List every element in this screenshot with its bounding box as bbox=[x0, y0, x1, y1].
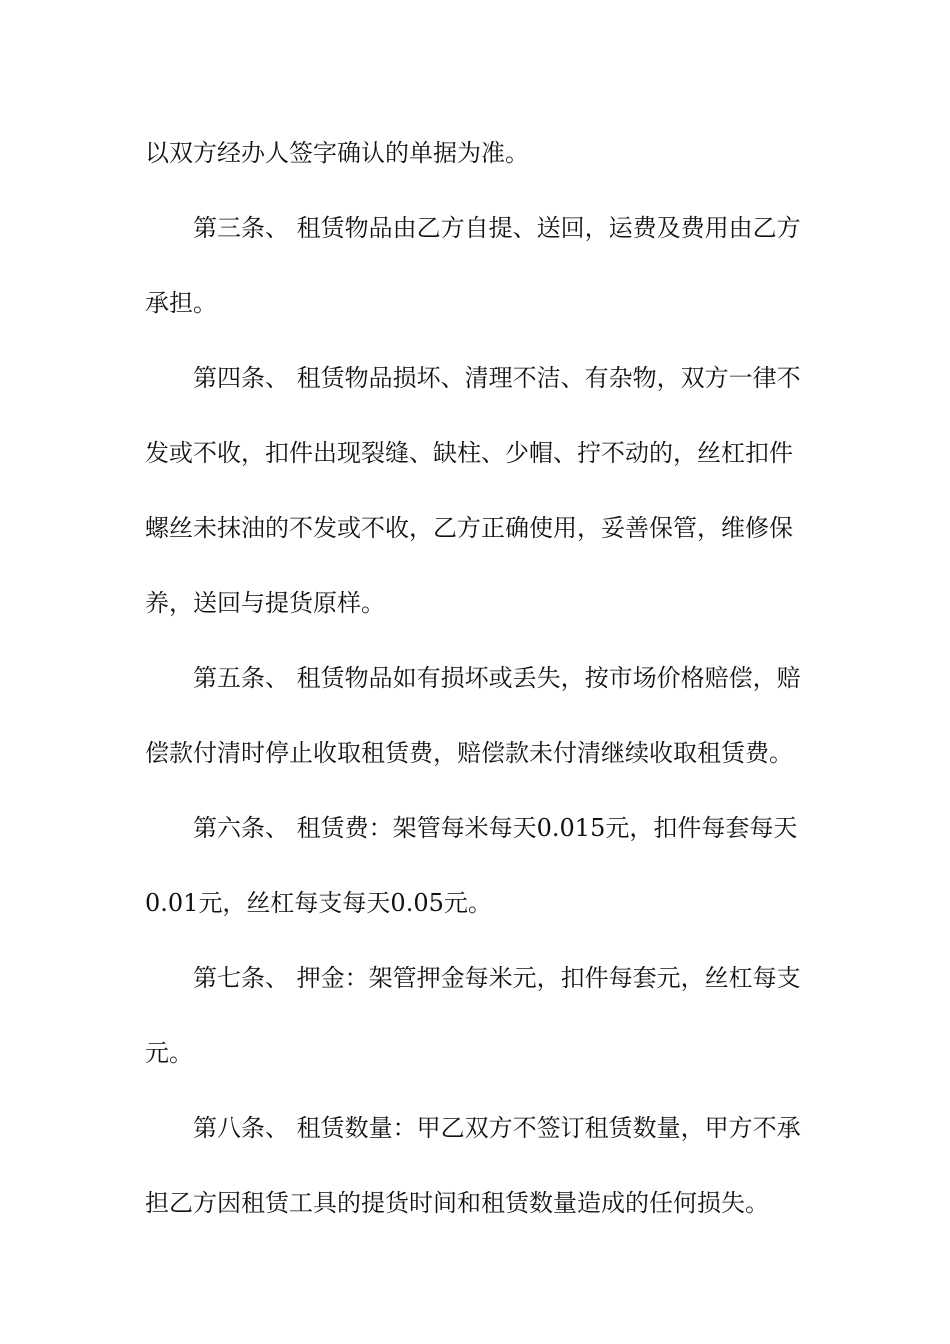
article-5-line-2: 偿款付清时停止收取租赁费，赔偿款未付清继续收取租赁费。 bbox=[145, 739, 793, 767]
article-8-line-2: 担乙方因租赁工具的提货时间和租赁数量造成的任何损失。 bbox=[145, 1189, 769, 1217]
article-3-line-2: 承担。 bbox=[145, 289, 217, 317]
article-4-line-4: 养，送回与提货原样。 bbox=[145, 589, 385, 617]
article-8-line-1: 第八条、 租赁数量：甲乙双方不签订租赁数量，甲方不承 bbox=[193, 1114, 801, 1142]
article-4-line-3: 螺丝未抹油的不发或不收，乙方正确使用，妥善保管，维修保 bbox=[145, 514, 793, 542]
article-4-line-2: 发或不收，扣件出现裂缝、缺柱、少帽、拧不动的，丝杠扣件 bbox=[145, 439, 793, 467]
text-line-1: 以双方经办人签字确认的单据为准。 bbox=[145, 139, 529, 167]
article-7-line-1: 第七条、 押金：架管押金每米元，扣件每套元，丝杠每支 bbox=[193, 964, 801, 992]
article-4-line-1: 第四条、 租赁物品损坏、清理不洁、有杂物，双方一律不 bbox=[193, 364, 801, 392]
article-6-line-1: 第六条、 租赁费：架管每米每天0.015元，扣件每套每天 bbox=[193, 814, 798, 842]
article-7-line-2: 元。 bbox=[145, 1039, 193, 1067]
article-6-line-2: 0.01元，丝杠每支每天0.05元。 bbox=[145, 889, 492, 917]
article-5-line-1: 第五条、 租赁物品如有损坏或丢失，按市场价格赔偿，赔 bbox=[193, 664, 801, 692]
article-3-line-1: 第三条、 租赁物品由乙方自提、送回，运费及费用由乙方 bbox=[193, 214, 801, 242]
